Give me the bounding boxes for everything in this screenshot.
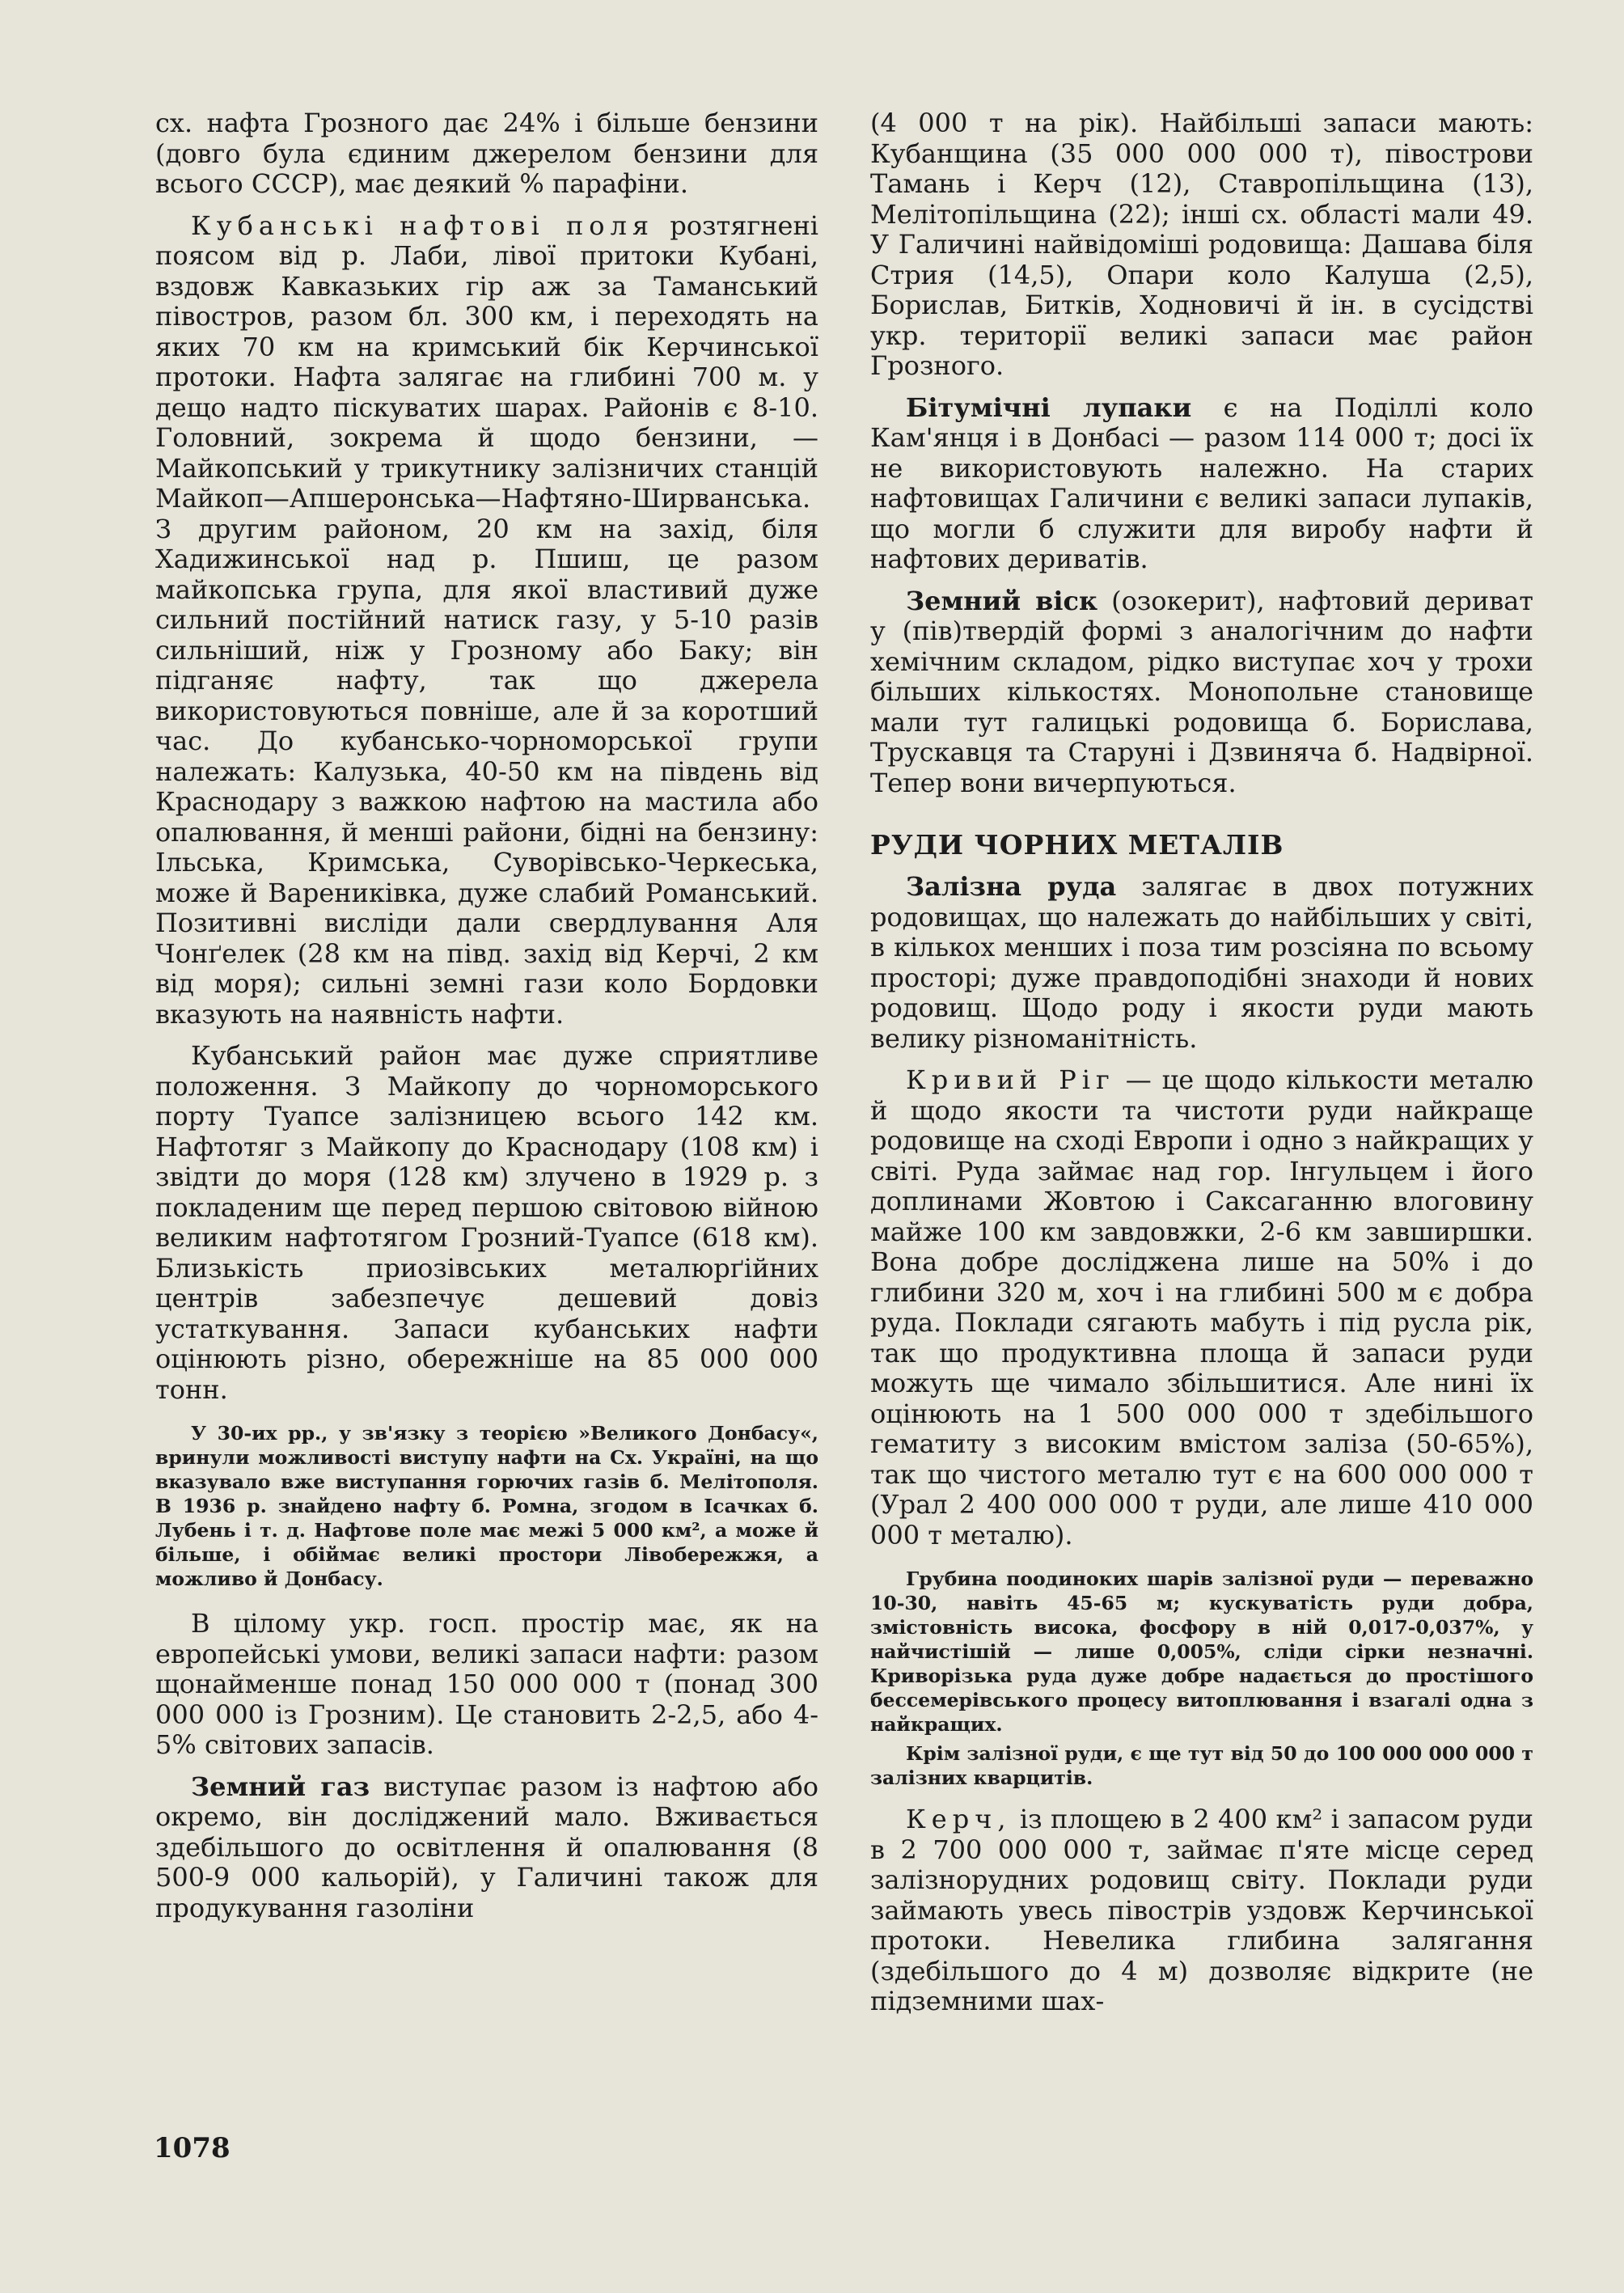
term-bituminous-shale: Бітумічні лупаки (906, 391, 1192, 423)
paragraph-kuban-oil-fields (155, 211, 818, 1030)
term-kerch: Керч, (906, 1804, 1012, 1834)
term-earth-wax: Земний віск (906, 585, 1098, 616)
paragraph-iron-ore (870, 872, 1533, 1054)
paragraph-kuban-oil-fields-text: розтягнені поясом від р. Лаби, лівої притоки Кубані, вздовж Кавказьких гір аж за Таманський півостров, разом бл. 300 км, і переходять на яких 70 км на кримський бік Керчинської протоки. Нафта залягає на глибині 700 м. у дещо надто піскуватих шарах. Районів є 8-10. Головний, зокрема й щодо бензини, — Майкопський у трикутнику залізничих станцій Майкоп—Апшеронська—Нафтяно-Ширванська. З другим районом, 20 км на захід, біля Хадижинської над р. Пшиш, це разом майкопська група, для якої властивий дуже сильний постійний натиск газу, у 5-10 разів сильніший, ніж у Грозному або Баку; він підганяє нафту, так що джерела використовуються повніше, але й за коротший час. До кубансько-чорноморської групи належать: Калузька, 40-50 км на південь від Краснодару з важкою нафтою на мастила або опалювання, й менші райони, бідні на бензину: Ільська, Кримська, Суворівсько-Черкеська, може й Варениківка, дуже слабий Романський. Позитивні висліди дали свердлування Аля Чонґелек (28 км на півд. захід від Керчі, 2 км від моря); сильні земні гази коло Бордовки вказують на наявність нафти. (155, 209, 819, 1030)
right-column (870, 108, 1533, 2017)
paragraph-petroleum-grozny: сх. нафта Грозного дає 24% і більше бензини (довго була єдиним джерелом бензини для всього СССР), має деякий % парафіни. (155, 108, 818, 199)
term-kuban-oil-fields: Кубанські нафтові поля (191, 209, 655, 241)
term-iron-ore: Залізна руда (906, 871, 1117, 902)
paragraph-ozokerite (870, 586, 1533, 799)
note-great-donbas: У 30-их рр., у зв'язку з теорією »Великого Донбасу«, вринули можливості виступу нафти на Сх. Україні, на що вказувало вже виступання горючих газів б. Мелітополя. В 1936 р. знайдено нафту б. Ромна, згодом в Ісачках б. Лубень і т. д. Нафтове поле має межі 5 000 км², а може й більше, і обіймає великі простори Лівобережжя, а можливо й Донбасу. (155, 1422, 818, 1590)
paragraph-natural-gas (155, 1772, 818, 1924)
paragraph-kryvyi-rih (870, 1065, 1533, 1551)
paragraph-gas-reserves: (4 000 т на рік). Найбільші запаси мають: Кубанщина (35 000 000 000 т), півострови Тамань і Керч (12), Ставропільщина (13), Мелітопільщина (22); інші сх. області мали 49. У Галичині найвідоміші родовища: Дашава біля Стрия (14,5), Опари коло Калуша (2,5), Борислав, Битків, Ходновичі й ін. в сусідстві укр. території великі запаси має район Грозного. (870, 108, 1533, 381)
paragraph-iron-ore-text: залягає в двох потужних родовищах, що належать до найбільших у світі, в кількох менших і поза тим розсіяна по всьому просторі; дуже правдоподібні знаходи й нових родовищ. Щодо роду і якости руди мають велику різноманітність. (870, 871, 1534, 1054)
paragraph-ozokerite-text: (озокерит), нафтовий дериват у (пів)твердій формі з аналогічним до нафти хемічним складом, рідко виступає хоч у трохи більших кількостях. Монопольне становище мали тут галицькі родовища б. Борислава, Трускавця та Старуні і Дзвиняча б. Надвірної. Тепер вони вичерпуються. (870, 585, 1533, 798)
paragraph-kuban-region-position: Кубанський район має дуже сприятливе положення. З Майкопу до чорноморського порту Туапсе залізницею всього 142 км. Нафтотяг з Майкопу до Краснодару (108 км) і звідти до моря (128 км) злучено в 1929 р. з покладеним ще перед першою світовою війною великим нафтотягом Грозний-Туапсе (618 км). Близькість приозівських металюрґійних центрів забезпечує дешевий довіз устаткування. Запаси кубанських нафти оцінюють різно, обережніше на 85 000 000 тонн. (155, 1040, 818, 1405)
paragraph-bituminous-shale (870, 393, 1533, 575)
section-heading-ferrous-ores: РУДИ ЧОРНИХ МЕТАЛІВ (870, 829, 1284, 861)
paragraph-kerch (870, 1804, 1533, 2017)
paragraph-bituminous-shale-text: є на Поділлі коло Кам'янця і в Донбасі — разом 114 000 т; досі їх не використовують належно. На старих нафтовищах Галичини є великі запаси лупаків, що могли б служити для виробу нафти й нафтових дериватів. (870, 391, 1533, 574)
paragraph-oil-reserves: В цілому укр. госп. простір має, як на европейські умови, великі запаси нафти: разом щонайменше понад 150 000 000 т (понад 300 000 000 із Грозним). Це становить 2-2,5, або 4-5% світових запасів. (155, 1608, 818, 1760)
paragraph-kerch-text: із площею в 2 400 км² і запасом руди в 2 700 000 000 т, займає п'яте місце серед залізнорудних родовищ світу. Поклади руди займають увесь півострів уздовж Керчинської протоки. Невелика глибина залягання (здебільшого до 4 м) дозволяє відкрите (не підземними шах- (870, 1804, 1533, 2016)
left-column (155, 108, 818, 1923)
note-ore-layers: Грубина поодиноких шарів залізної руди — переважно 10-30, навіть 45-65 м; кускуватість руди добра, змістовність висока, фосфору в ній 0,017-0,037%, у найчистішій — лише 0,005%, сліди сірки незначні. Криворізька руда дуже добре надається до простішого бессемерівського процесу витоплювання і взагалі одна з найкращих. (870, 1567, 1533, 1736)
term-kryvyi-rih: Кривий Ріг (906, 1064, 1115, 1095)
note-quartzites: Крім залізної руди, є ще тут від 50 до 100 000 000 000 т залізних кварцитів. (870, 1742, 1533, 1789)
paragraph-natural-gas-text: виступає разом із нафтою або окремо, він досліджений мало. Вживається здебільшого до освітлення й опалювання (8 500-9 000 кальорій), у Галичині також для продукування газоліни (155, 1771, 819, 1923)
paragraph-kryvyi-rih-text: — це щодо кількости металю й щодо якости та чистоти руди найкраще родовище на сході Европи і одно з найкращих у світі. Руда займає над гор. Інгульцем і його доплинами Жовтою і Саксаганню влоговину майже 100 км завдовжки, 2-6 км завширшки. Вона добре досліджена лише на 50% і до глибини 320 м, хоч і на глибині 500 м є добра руда. Поклади сягають мабуть і під русла рік, так що продуктивна площа й запаси руди можуть ще чимало збільшитися. Але нині їх оцінюють на 1 500 000 000 т здебільшого гематиту з високим вмістом заліза (50-65%), так що чистого металю тут є на 600 000 000 т (Урал 2 400 000 000 т руди, але лише 410 000 000 т металю). (870, 1064, 1533, 1551)
term-natural-gas: Земний газ (191, 1771, 370, 1802)
page-number: 1078 (154, 2132, 230, 2164)
